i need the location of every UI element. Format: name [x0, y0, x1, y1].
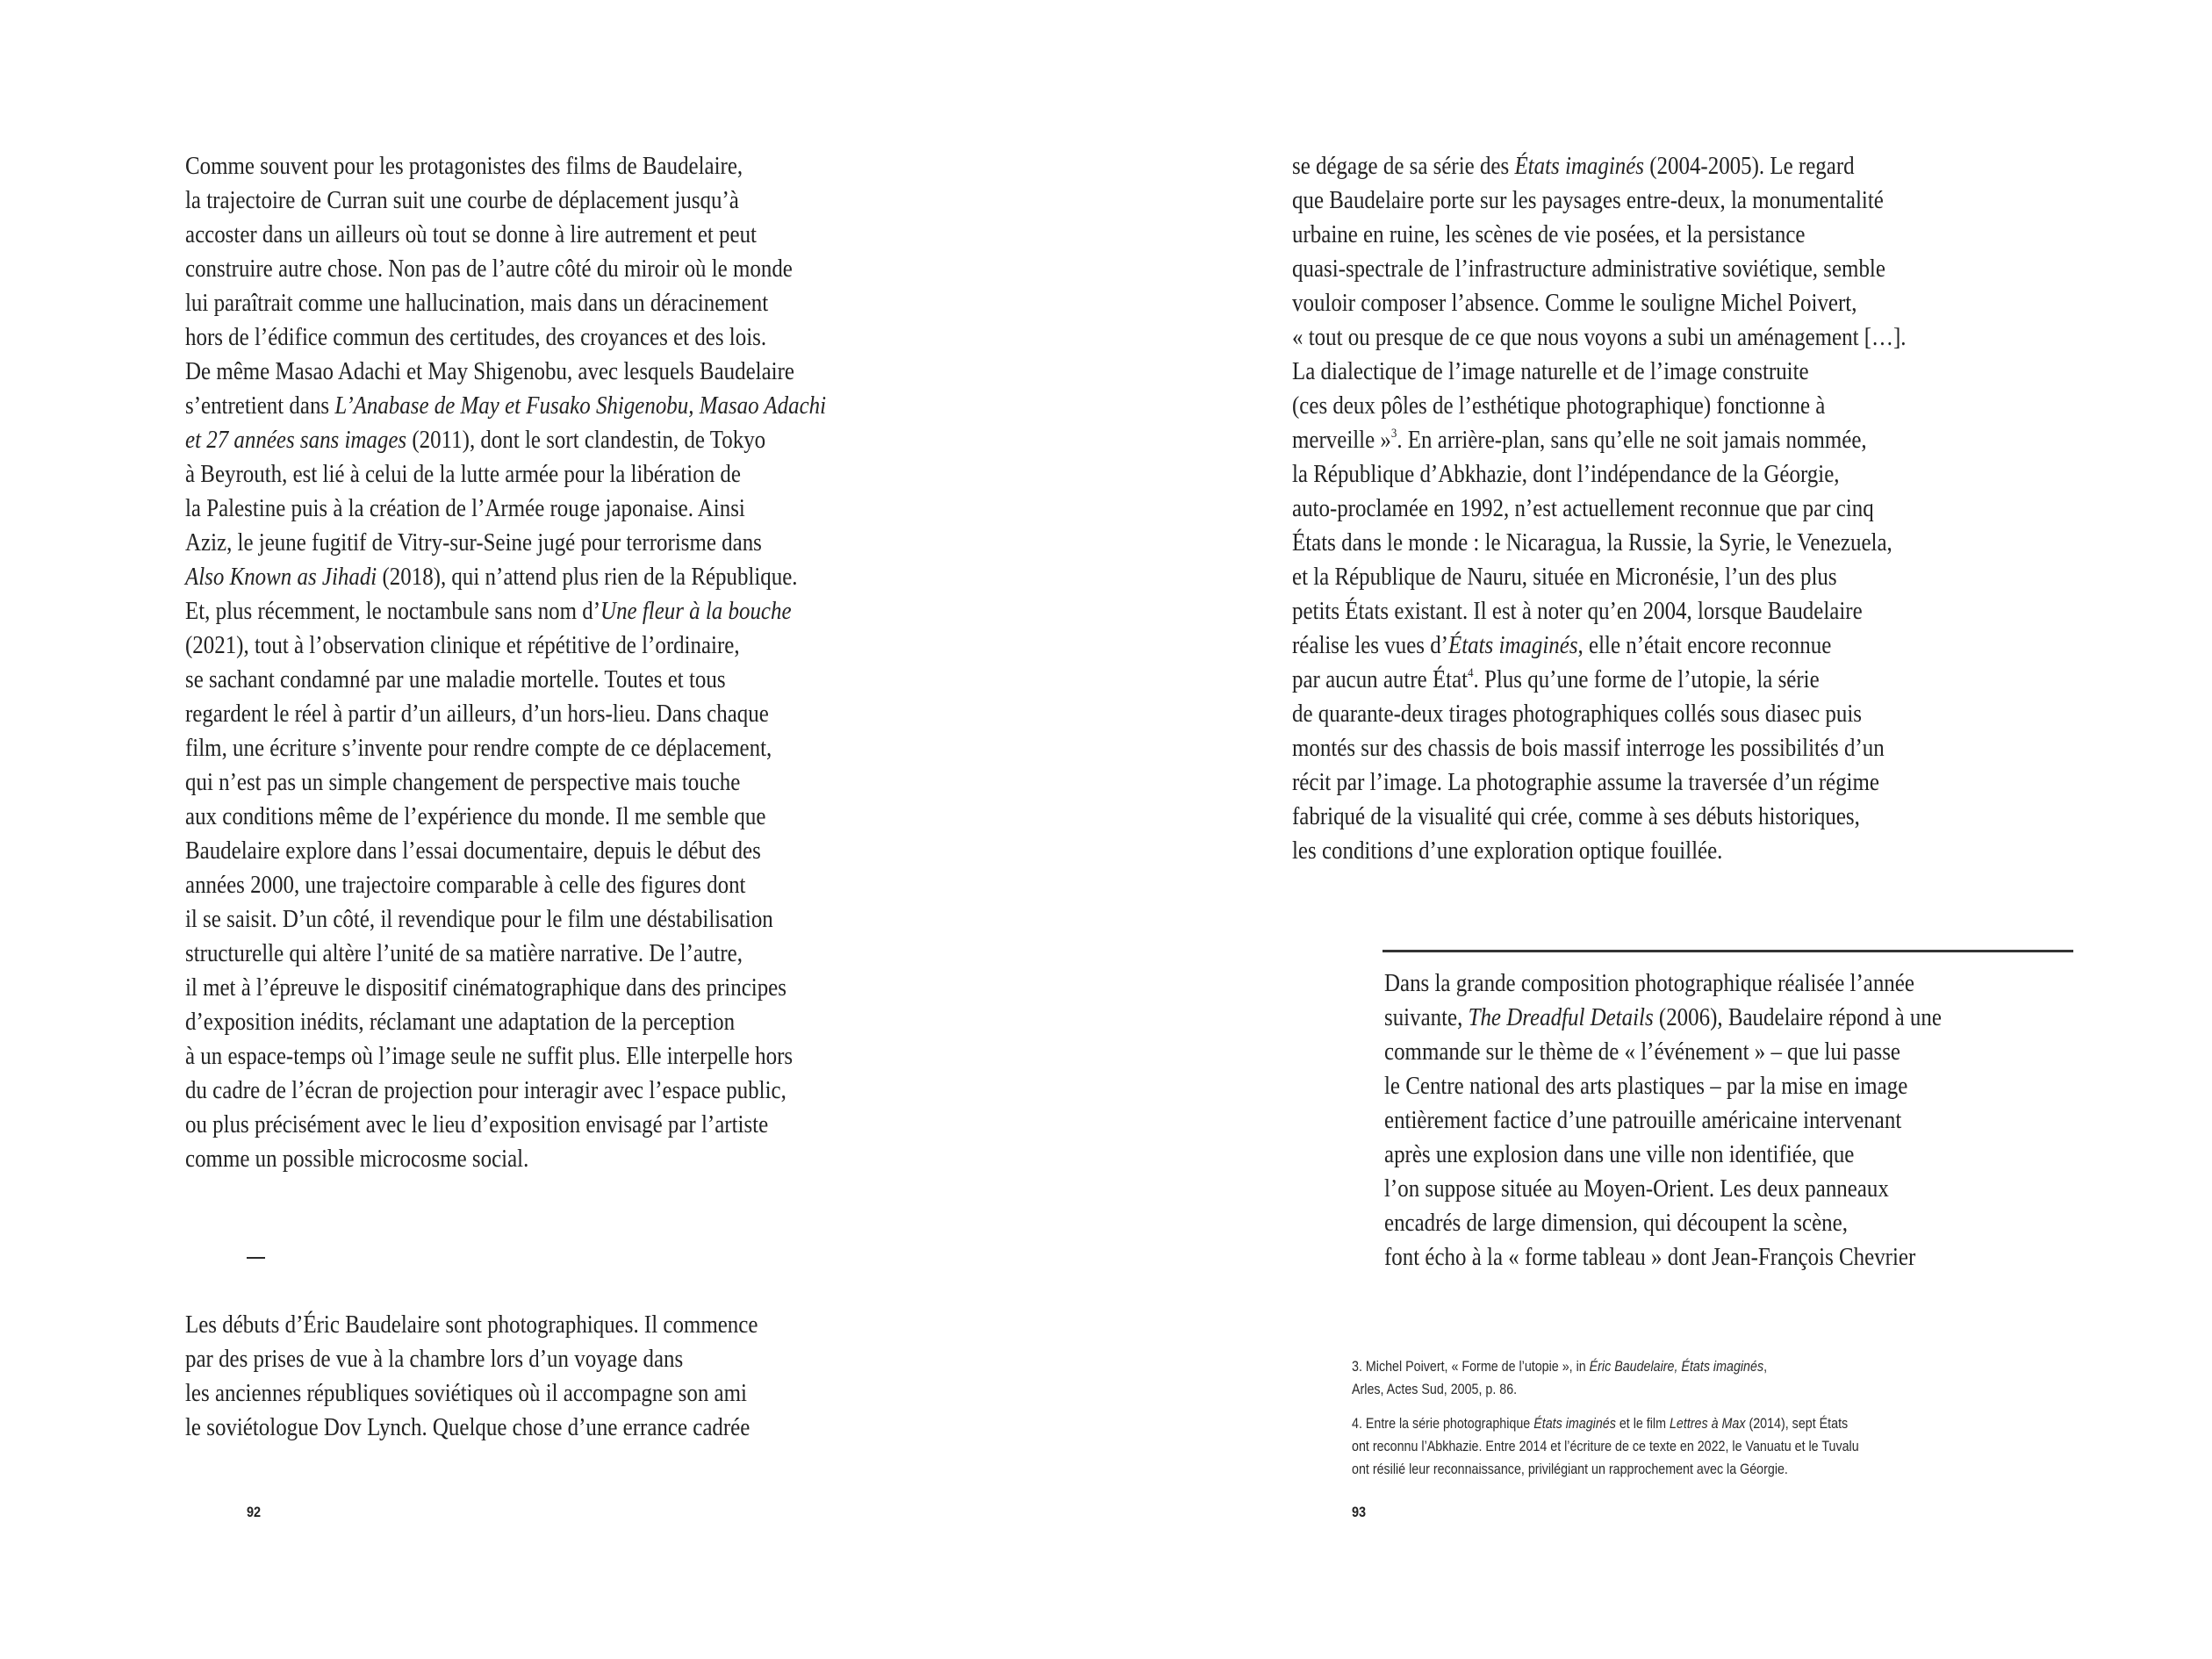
right-page — [1106, 0, 2212, 1659]
text-line: après une explosion dans une ville non identifiée, que — [1384, 1140, 1855, 1168]
text-line: construire autre chose. Non pas de l’autre côté du miroir où le monde — [185, 255, 793, 283]
text-line: urbaine en ruine, les scènes de vie posées, et la persistance — [1292, 220, 1806, 248]
text-line: à Beyrouth, est lié à celui de la lutte armée pour la libération de — [185, 460, 741, 488]
text-line: il met à l’épreuve le dispositif cinématographique dans des principes — [185, 973, 786, 1002]
text-line: quasi-spectrale de l’infrastructure administrative soviétique, semble — [1292, 255, 1885, 283]
text-line: récit par l’image. La photographie assume la traversée d’un régime — [1292, 768, 1879, 796]
text-line: années 2000, une trajectoire comparable à celle des figures dont — [185, 871, 746, 899]
text-line: se sachant condamné par une maladie mortelle. Toutes et tous — [185, 665, 726, 693]
footnote-line: 4. Entre la série photographique États imaginés et le film Lettres à Max (2014), sept États — [1352, 1415, 1849, 1432]
text-line: la trajectoire de Curran suit une courbe de déplacement jusqu’à — [185, 186, 739, 214]
text-line: il se saisit. D’un côté, il revendique pour le film une déstabilisation — [185, 905, 773, 933]
text-line: États dans le monde : le Nicaragua, la Russie, la Syrie, le Venezuela, — [1292, 528, 1892, 557]
text-line: entièrement factice d’une patrouille américaine intervenant — [1384, 1106, 1902, 1134]
inset-top-rule — [1382, 950, 2073, 952]
text-line: petits États existant. Il est à noter qu’en 2004, lorsque Baudelaire — [1292, 597, 1863, 625]
text-line: fabriqué de la visualité qui crée, comme à ses débuts historiques, — [1292, 802, 1860, 830]
footnote-line: ont reconnu l’Abkhazie. Entre 2014 et l’écriture de ce texte en 2022, le Vanuatu et le Tuvalu — [1352, 1438, 1859, 1454]
text-line: les conditions d’une exploration optique fouillée. — [1292, 837, 1723, 865]
text-line: le Centre national des arts plastiques – par la mise en image — [1384, 1072, 1908, 1100]
page-number-right: 93 — [1352, 1504, 1367, 1520]
text-line: (2021), tout à l’observation clinique et répétitive de l’ordinaire, — [185, 631, 740, 659]
text-line: lui paraîtrait comme une hallucination, mais dans un déracinement — [185, 289, 769, 317]
text-line: Dans la grande composition photographique réalisée l’année — [1384, 969, 1914, 997]
text-line: commande sur le thème de « l’événement » – que lui passe — [1384, 1038, 1900, 1066]
text-line: qui n’est pas un simple changement de perspective mais touche — [185, 768, 741, 796]
text-line: comme un possible microcosme social. — [185, 1145, 529, 1173]
text-line: ou plus précisément avec le lieu d’exposition envisagé par l’artiste — [185, 1110, 769, 1138]
text-line: Comme souvent pour les protagonistes des films de Baudelaire, — [185, 152, 743, 180]
section-separator-dash — [247, 1257, 265, 1259]
text-line: vouloir composer l’absence. Comme le souligne Michel Poivert, — [1292, 289, 1857, 317]
text-line: font écho à la « forme tableau » dont Jean-François Chevrier — [1384, 1243, 1916, 1271]
text-line: « tout ou presque de ce que nous voyons a subi un aménagement […]. — [1292, 323, 1907, 351]
text-line: accoster dans un ailleurs où tout se donne à lire autrement et peut — [185, 220, 757, 248]
text-line: d’exposition inédits, réclamant une adaptation de la perception — [185, 1008, 736, 1036]
text-line: merveille »$^3$. En arrière-plan, sans qu’elle ne soit jamais nommée, — [1292, 426, 1867, 454]
text-line: encadrés de large dimension, qui découpent la scène, — [1384, 1209, 1848, 1237]
footnote-4 — [1352, 1412, 1956, 1481]
text-line: De même Masao Adachi et May Shigenobu, avec lesquels Baudelaire — [185, 357, 794, 385]
text-line: réalise les vues d’États imaginés, elle n’était encore reconnue — [1292, 631, 1832, 659]
text-line: la Palestine puis à la création de l’Armée rouge japonaise. Ainsi — [185, 494, 745, 522]
text-line: Baudelaire explore dans l’essai documentaire, depuis le début des — [185, 837, 761, 865]
text-line: par aucun autre État$^4$. Plus qu’une forme de l’utopie, la série — [1292, 665, 1820, 693]
page-number-left: 92 — [247, 1504, 262, 1520]
text-line: de quarante-deux tirages photographiques collés sous diasec puis — [1292, 700, 1862, 728]
footnotes — [1352, 1355, 1956, 1481]
footnote-3 — [1352, 1355, 1956, 1401]
text-line: Les débuts d’Éric Baudelaire sont photographiques. Il commence — [185, 1311, 758, 1339]
text-line: regardent le réel à partir d’un ailleurs, d’un hors-lieu. Dans chaque — [185, 700, 769, 728]
text-line: Aziz, le jeune fugitif de Vitry-sur-Seine jugé pour terrorisme dans — [185, 528, 762, 557]
text-line: les anciennes républiques soviétiques où il accompagne son ami — [185, 1379, 747, 1407]
text-line: le soviétologue Dov Lynch. Quelque chose d’une errance cadrée — [185, 1413, 750, 1441]
footnote-line: ont résilié leur reconnaissance, privilégiant un rapprochement avec la Géorgie. — [1352, 1461, 1788, 1477]
text-line: par des prises de vue à la chambre lors d’un voyage dans — [185, 1345, 684, 1373]
inset-paragraph — [1384, 966, 2032, 1275]
text-line: suivante, The Dreadful Details (2006), Baudelaire répond à une — [1384, 1003, 1942, 1031]
text-line: La dialectique de l’image naturelle et de l’image construite — [1292, 357, 1809, 385]
text-line: Also Known as Jihadi (2018), qui n’attend plus rien de la République. — [185, 563, 798, 591]
text-line: hors de l’édifice commun des certitudes, des croyances et des lois. — [185, 323, 767, 351]
text-line: montés sur des chassis de bois massif interroge les possibilités d’un — [1292, 734, 1885, 762]
text-line: et 27 années sans images (2011), dont le sort clandestin, de Tokyo — [185, 426, 766, 454]
left-paragraph-1 — [185, 149, 930, 1176]
text-line: s’entretient dans L’Anabase de May et Fusako Shigenobu, Masao Adachi — [185, 391, 827, 420]
text-line: la République d’Abkhazie, dont l’indépendance de la Géorgie, — [1292, 460, 1840, 488]
left-paragraph-2 — [185, 1308, 851, 1445]
text-line: auto-proclamée en 1992, n’est actuellement reconnue que par cinq — [1292, 494, 1874, 522]
text-line: l’on suppose située au Moyen-Orient. Les deux panneaux — [1384, 1174, 1889, 1203]
text-line: et la République de Nauru, située en Micronésie, l’un des plus — [1292, 563, 1837, 591]
text-line: (ces deux pôles de l’esthétique photographique) fonctionne à — [1292, 391, 1826, 420]
footnote-line: 3. Michel Poivert, « Forme de l’utopie », in Éric Baudelaire, États imaginés, — [1352, 1358, 1768, 1375]
footnote-line: Arles, Actes Sud, 2005, p. 86. — [1352, 1381, 1518, 1397]
text-line: Et, plus récemment, le noctambule sans nom d’Une fleur à la bouche — [185, 597, 792, 625]
text-line: à un espace-temps où l’image seule ne suffit plus. Elle interpelle hors — [185, 1042, 794, 1070]
right-paragraph-1 — [1292, 149, 2006, 868]
text-line: film, une écriture s’invente pour rendre compte de ce déplacement, — [185, 734, 772, 762]
text-line: structurelle qui altère l’unité de sa matière narrative. De l’autre, — [185, 939, 743, 967]
text-line: aux conditions même de l’expérience du monde. Il me semble que — [185, 802, 766, 830]
text-line: du cadre de l’écran de projection pour interagir avec l’espace public, — [185, 1076, 786, 1104]
text-line: se dégage de sa série des États imaginés (2004-2005). Le regard — [1292, 152, 1855, 180]
text-line: que Baudelaire porte sur les paysages entre-deux, la monumentalité — [1292, 186, 1884, 214]
